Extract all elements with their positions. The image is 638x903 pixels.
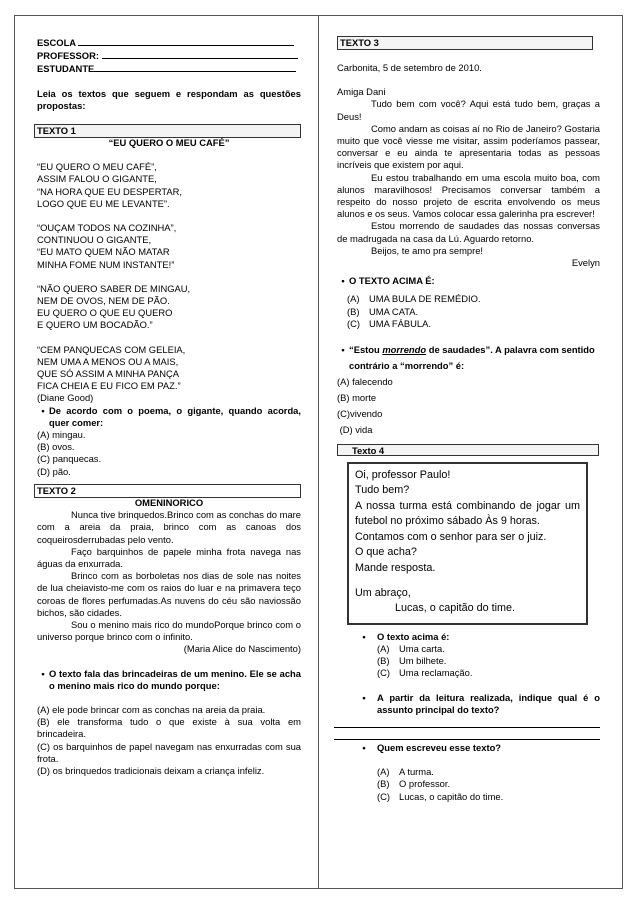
- option-c[interactable]: (C) UMA FÁBULA.: [347, 317, 431, 329]
- texto3-question-2: • “Estou morrendo de saudades”. A palavra com sentido contrário a “morrendo” é:: [337, 342, 600, 374]
- poem-line: “EU QUERO O MEU CAFÉ”,: [37, 161, 157, 173]
- option-b[interactable]: (B) morte: [337, 392, 377, 404]
- left-column: [37, 36, 301, 777]
- texto4-question-3-block: [337, 742, 600, 803]
- escola-field: ESCOLA: [37, 36, 301, 49]
- option-a[interactable]: (A) UMA BULA DE REMÉDIO.: [347, 293, 481, 305]
- instructions: Leia os textos que seguem e respondam as questões propostas:: [37, 87, 301, 111]
- bullet-icon: •: [362, 630, 366, 642]
- letter-body: A nossa turma está combinando de jogar um futebol no próximo sábado Às 9 horas.: [355, 499, 580, 528]
- poem-line: LOGO QUE EU ME LEVANTE”.: [37, 197, 170, 209]
- texto1-options: [37, 429, 301, 478]
- poem-line: NEM UMA A MENOS OU A MAIS,: [37, 355, 179, 367]
- escola-input-line[interactable]: [78, 36, 294, 46]
- answer-line[interactable]: [334, 728, 600, 740]
- texto3-q2-options: [337, 374, 600, 438]
- texto2-label: TEXTO 2: [34, 484, 301, 498]
- texto4-q1-options: [351, 643, 600, 680]
- option-c[interactable]: (C) os barquinhos de papel navegam nas enxurradas com sua frota.: [37, 740, 302, 764]
- poem-line: FICA CHEIA E EU FICO EM PAZ.”: [37, 380, 181, 392]
- texto3-greeting: Amiga Dani: [337, 86, 386, 98]
- option-a[interactable]: (A) Uma carta.: [377, 642, 445, 654]
- texto3-paragraph: Estou morrendo de saudades das nossas conversas de madrugada na casa da Lú. Aguardo retorno.: [337, 220, 600, 244]
- texto4-question-1: • O texto acima é:: [351, 631, 600, 643]
- option-c[interactable]: (C) Uma reclamação.: [377, 667, 473, 679]
- texto2-paragraph: Nunca tive brinquedos.Brinco com as conchas do mare com a areia da praia, brinco com as canoas dos coqueirosderrubadas pelo vento.: [37, 509, 301, 545]
- option-d[interactable]: (D) pão.: [37, 465, 71, 477]
- letter-line: Tudo bem?: [355, 484, 410, 497]
- texto3-label: TEXTO 3: [337, 36, 593, 50]
- poem-line: “NA HORA QUE EU DESPERTAR,: [37, 185, 182, 197]
- letter-greeting: Oi, professor Paulo!: [355, 469, 451, 482]
- texto2-paragraph: Brinco com as borboletas nos dias de sole nas noites de lua cheiavisto-me com os raios do luar e na primavera teço coroas de flores perfumadas.As nuvens do céu são naviossão bichos, são cidades.: [37, 570, 301, 618]
- bullet-icon: •: [41, 667, 45, 679]
- answer-line[interactable]: [334, 716, 600, 728]
- poem-line: E QUERO UM BOCADÃO.”: [37, 319, 153, 331]
- poem-line: ASSIM FALOU O GIGANTE,: [37, 173, 157, 185]
- bullet-icon: •: [362, 741, 366, 753]
- poem-line: MINHA FOME NUM INSTANTE!”: [37, 258, 175, 270]
- option-b[interactable]: (B) O professor.: [377, 778, 451, 790]
- letter-line: Mande resposta.: [355, 561, 436, 574]
- texto1-author: (Diane Good): [37, 392, 94, 404]
- professor-input-line[interactable]: [102, 49, 298, 59]
- column-divider: [318, 15, 319, 889]
- texto3-q1-options: [337, 293, 600, 330]
- option-d[interactable]: (D) vida: [339, 424, 373, 436]
- texto4-label: Texto 4: [337, 444, 599, 456]
- bullet-icon: •: [341, 275, 345, 287]
- bullet-icon: •: [341, 344, 345, 356]
- texto3-date: Carbonita, 5 de setembro de 2010.: [337, 62, 482, 73]
- poem-line: EU QUERO O QUE EU QUERO: [37, 307, 173, 319]
- estudante-field: ESTUDANTE: [37, 62, 301, 75]
- right-column: [337, 36, 600, 803]
- texto1-title: “EU QUERO O MEU CAFÉ”: [108, 137, 230, 149]
- texto2-author: (Maria Alice do Nascimento): [183, 643, 301, 655]
- texto3-paragraph: Como andam as coisas aí no Rio de Janeiro? Gostaria muito que você viesse me visitar, assim poderíamos passear, conversar e eu ainda te apresentaria todas as pessoas incríveis que existem por aqui.: [337, 122, 600, 171]
- texto1-question: • De acordo com o poema, o gigante, quando acorda, quer comer:: [37, 405, 301, 429]
- option-a[interactable]: (A) ele pode brincar com as conchas na areia da praia.: [37, 703, 266, 715]
- option-b[interactable]: (B) ovos.: [37, 441, 75, 453]
- texto2-options: [37, 704, 301, 777]
- option-a[interactable]: (A) falecendo: [337, 376, 393, 388]
- texto1-label: TEXTO 1: [34, 124, 301, 138]
- letter-line: O que acha?: [355, 546, 417, 559]
- texto4-q3-options: [351, 766, 600, 803]
- texto3-paragraph: Beijos, te amo pra sempre!: [371, 244, 484, 256]
- option-b[interactable]: (B) UMA CATA.: [347, 305, 419, 317]
- texto3-paragraph: Tudo bem com você? Aqui está tudo bem, graças a Deus!: [337, 98, 600, 122]
- bilhete-box: [347, 462, 588, 625]
- poem-line: “CEM PANQUECAS COM GELEIA,: [37, 343, 186, 355]
- option-c[interactable]: (C) panquecas.: [37, 453, 102, 465]
- highlighted-word: morrendo: [382, 344, 427, 356]
- texto4-question-2: • A partir da leitura realizada, indique qual é o assunto principal do texto?: [351, 692, 600, 716]
- texto2-question: • O texto fala das brincadeiras de um menino. Ele se acha o menino mais rico do mundo porque:: [37, 668, 301, 692]
- texto2-paragraph: Sou o menino mais rico do mundoPorque brinco com o universo porque brinco com o infinito.: [37, 618, 301, 643]
- texto3-question-1: • O TEXTO ACIMA É:: [337, 275, 600, 287]
- poem-line: “EU MATO QUEM NÃO MATAR: [37, 246, 170, 258]
- option-b[interactable]: (B) Um bilhete.: [377, 655, 447, 667]
- professor-field: PROFESSOR:: [37, 49, 301, 62]
- option-b[interactable]: (B) ele transforma tudo o que existe à sua volta em brincadeira.: [37, 716, 301, 740]
- option-a[interactable]: (A) A turma.: [377, 766, 434, 778]
- option-c[interactable]: (C) Lucas, o capitão do time.: [377, 790, 504, 802]
- option-d[interactable]: (D) os brinquedos tradicionais deixam a criança infeliz.: [37, 764, 265, 776]
- texto4-questions: [337, 631, 600, 716]
- texto2-title: OMENINORICO: [134, 496, 204, 508]
- poem-line: “NÃO QUERO SABER DE MINGAU,: [37, 282, 191, 294]
- bullet-icon: •: [41, 404, 45, 416]
- estudante-input-line[interactable]: [94, 62, 296, 72]
- poem: [37, 161, 301, 392]
- option-a[interactable]: (A) mingau.: [37, 429, 86, 441]
- texto4-question-3: • Quem escreveu esse texto?: [351, 742, 600, 754]
- poem-line: CONTINUOU O GIGANTE,: [37, 234, 152, 246]
- letter-line: Contamos com o senhor para ser o juiz.: [355, 530, 547, 543]
- poem-line: NEM DE OVOS, NEM DE PÃO.: [37, 295, 170, 307]
- letter-closing: Um abraço,: [355, 586, 411, 599]
- texto3-signature: Evelyn: [571, 257, 600, 269]
- letter-signature: Lucas, o capitão do time.: [395, 602, 516, 615]
- texto2-paragraph: Faço barquinhos de papele minha frota navega nas águas da enxurrada.: [37, 545, 301, 569]
- bullet-icon: •: [362, 691, 366, 703]
- texto3-paragraph: Eu estou trabalhando em uma escola muito boa, com alunos maravilhosos! Precisamos conversar também a respeito do nosso projeto de escrita envolvendo os meus alunos e os seus. Vamos colocar essa galerinha pra escrever!: [337, 171, 600, 220]
- poem-line: “OUÇAM TODOS NA COZINHA”,: [37, 222, 177, 234]
- poem-line: QUE SÓ ASSIM A MINHA PANÇA: [37, 368, 180, 380]
- option-c[interactable]: (C)vivendo: [337, 408, 383, 420]
